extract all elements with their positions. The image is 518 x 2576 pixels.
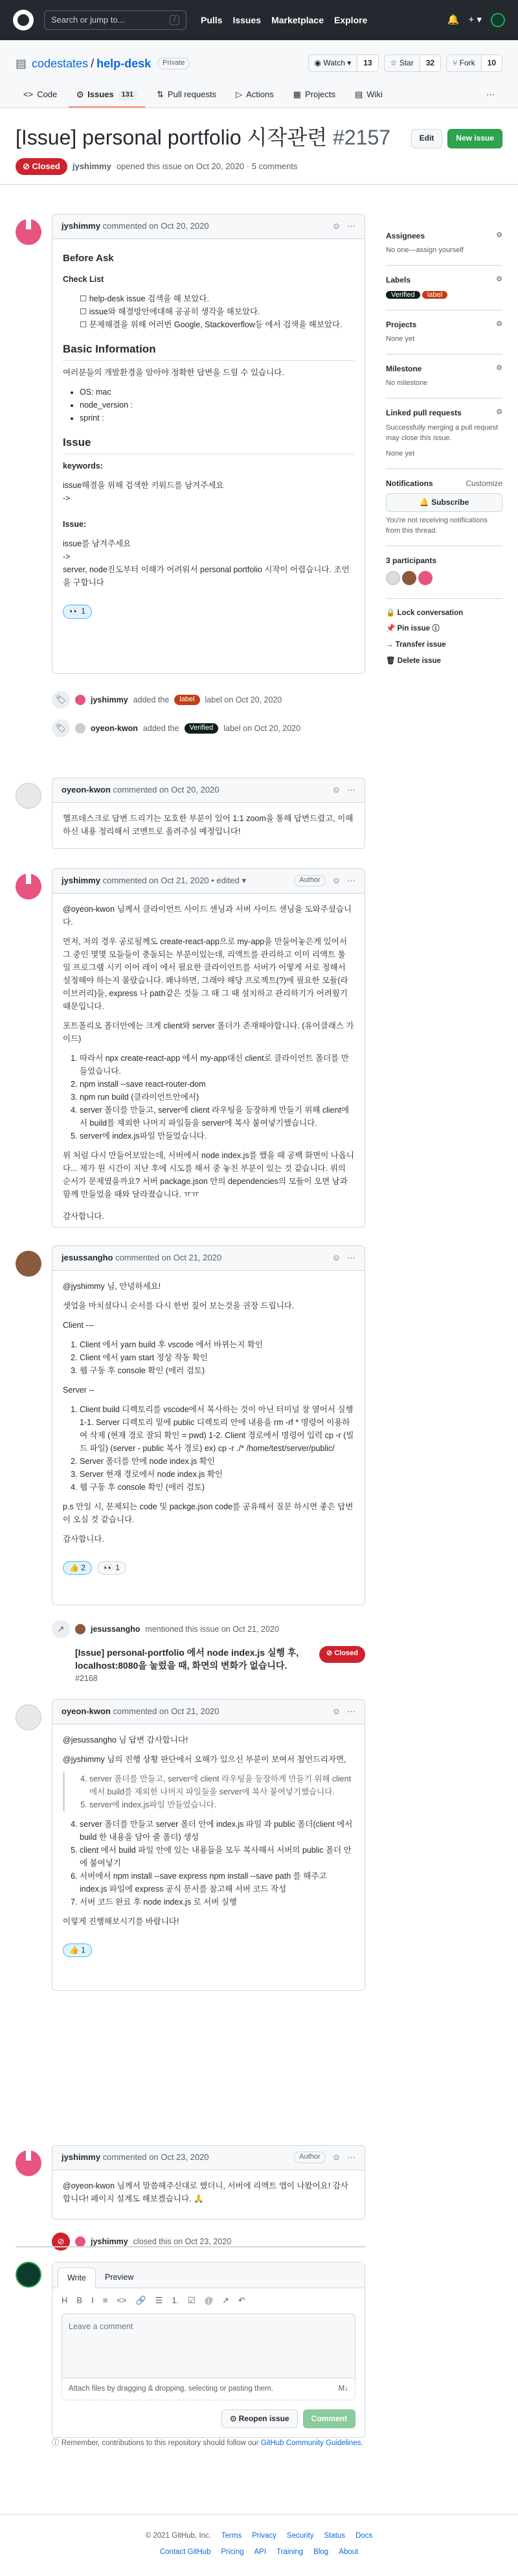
checklist-item[interactable]: ☐ issue와 해결방안에대해 공공히 생각을 해보았다. [80,305,354,318]
github-logo-icon[interactable] [13,10,34,30]
list-item: 1. 따라서 npx create-react-app 에서 my-app대신 client로 클라이언트 폴더를 만들었습니다. [80,1052,354,1078]
footer-link[interactable]: Docs [355,2532,373,2540]
comment-opening [52,214,365,674]
header-actions [447,13,505,27]
tag-icon: 🏷 [52,719,70,737]
customize-link[interactable]: Customize [466,478,502,488]
footer-link[interactable]: Pricing [221,2547,244,2556]
mention-event [52,1620,365,1684]
assignees-title[interactable]: Assignees [386,231,425,240]
comment-editor [52,2262,365,2438]
avatar[interactable] [16,1251,41,1277]
avatar[interactable] [418,571,433,585]
avatar[interactable] [386,571,400,585]
comment-time[interactable]: commented on Oct 21, 2020 [113,1706,220,1716]
attach-files-area[interactable] [62,2378,355,2400]
footer-link[interactable]: About [339,2547,359,2556]
projects-title[interactable]: Projects [386,319,417,329]
search-placeholder: Search or jump to... [51,14,125,25]
reaction-eyes[interactable]: 👀 1 [97,1561,126,1575]
watch-label: ◉ Watch ▾ [314,58,352,67]
keywords-desc-text: issue해결을 위해 검색한 키워드를 남겨주세요 [63,481,224,491]
guidelines-note [52,2438,365,2449]
participants-title: 3 participants [386,556,437,566]
cross-reference-icon: ↗ [52,1620,70,1638]
reaction-thumbs-up[interactable]: 👍 2 [63,1561,92,1575]
comment-time[interactable]: commented on Oct 21, 2020 [115,1253,222,1262]
tab-label: Issues [87,89,114,100]
issue-counter: 131 [118,90,137,100]
linked-prs-value: None yet [386,449,415,458]
issue-meta: opened this issue on Oct 20, 2020 · 5 comments [116,161,298,171]
kebab-icon[interactable]: ··· [347,1706,355,1716]
assignees-section [386,224,502,266]
assignees-value[interactable]: No one—assign yourself [386,246,464,255]
reopen-issue-button[interactable]: ⊙ Reopen issue [221,2409,297,2428]
fork-count: 10 [481,55,502,71]
smiley-icon[interactable]: ☺ [332,785,341,795]
gear-icon[interactable]: ⚙ [496,364,502,372]
closed-event [52,2233,231,2251]
footer-link[interactable]: Privacy [252,2532,276,2540]
comment-button[interactable]: Comment [303,2409,355,2428]
label-event [52,719,300,737]
smiley-icon[interactable]: ☺ [332,1706,341,1716]
nav-marketplace[interactable]: Marketplace [271,14,324,25]
label-chip[interactable]: label [174,695,199,705]
list-item: 2. Client 에서 yarn start 정상 작동 확인 [80,1351,354,1364]
code-icon[interactable]: <> [117,2295,127,2306]
avatar[interactable] [402,571,416,585]
new-issue-button[interactable]: New issue [447,129,502,148]
event-actor[interactable]: oyeon-kwon [91,723,138,733]
checklist-item[interactable]: ☐ help-desk issue 검색을 해 보았다. [80,292,354,305]
comment-paragraph: p.s 만일 시, 문제되는 code 및 packge.json code를 공유해서 질문 하시면 좋은 답변이 오실 것 같습니다. [63,1502,354,1524]
comment-paragraph: @jyshimmy 님의 진행 상황 판단에서 오해가 있으신 부분이 보여서 첨언드리자면, [63,1754,346,1764]
tab-code[interactable] [16,84,65,108]
comment-paragraph: @jesussangho 님 답변 감사합니다! [63,1735,188,1745]
tab-pull-requests[interactable] [149,84,224,108]
repo-header [0,40,518,108]
list-item: 4. 웹 구동 후 console 확인 (에러 검토) [80,1481,354,1494]
avatar[interactable] [16,1704,41,1730]
issue-sidebar [386,224,502,669]
star-button[interactable] [384,54,441,72]
link-icon[interactable]: 🔗 [135,2295,146,2306]
event-text: added the [133,695,170,704]
list-item: 2. npm install --save react-router-dom [80,1078,354,1091]
star-label: ☆ Star [390,58,414,67]
issue-label: Issue: [63,520,87,529]
comment-textarea[interactable]: Leave a comment [62,2314,355,2378]
steps-list [63,1403,354,1494]
linked-prs-section [386,401,502,469]
comment-author[interactable]: oyeon-kwon [62,785,111,795]
markdown-icon: M↓ [338,2384,348,2393]
kebab-icon[interactable]: ··· [347,2152,355,2162]
comment-time[interactable]: commented on Oct 20, 2020 [113,785,220,795]
kebab-icon[interactable]: ··· [347,221,355,231]
avatar[interactable] [491,13,505,27]
tab-projects[interactable] [286,84,343,108]
keywords-label: keywords: [63,461,103,471]
list-item: 5. server에 index.js파일 만들었습니다. [89,1798,354,1811]
plus-icon[interactable]: + ▾ [468,14,482,26]
edit-button[interactable]: Edit [411,129,443,148]
notifications-section [386,472,502,547]
list-item: 1. Client 에서 yarn build 후 vscode 에서 바뀌는지 확인 [80,1338,354,1351]
checklist-item[interactable]: ☐ 문제해결을 위해 어러번 Google, Stackoverflow등 에서 검색을 해보았다. [80,318,354,331]
guidelines-link[interactable]: GitHub Community Guidelines. [260,2439,363,2447]
label-chip[interactable]: Verified [185,723,219,734]
issue-author-link[interactable]: jyshimmy [72,161,111,171]
comment-time[interactable]: commented on Oct 23, 2020 [102,2152,209,2162]
footer [0,2514,518,2562]
comment-author[interactable]: jesussangho [62,1253,113,1262]
issue-header [0,108,518,185]
comment-paragraph: @jyshimmy 님, 안녕하세요! [63,1281,161,1291]
comment-paragraph: @oyeon-kwon 님께서 클라이언트 사이드 센닝과 서버 사이드 센닝을 도와주셨습니다. [63,904,352,927]
labels-section [386,268,502,310]
tab-actions[interactable] [228,84,282,108]
tab-issues[interactable] [69,84,145,108]
projects-value: None yet [386,335,415,343]
comment-author[interactable]: jyshimmy [62,2152,100,2162]
avatar[interactable] [75,723,85,734]
list-item: • node_version : [80,399,354,412]
env-list [63,386,354,424]
subscribe-button[interactable]: 🔔 Subscribe [386,493,502,512]
event-text: added the [142,723,179,733]
comment-body: 헬프데스크로 답변 드리기는 모호한 부분이 있어 1:1 zoom을 통해 답변드렸고, 이해하신 내용 정리해서 코멘트로 올려주실 예정입니다! [63,813,354,836]
project-icon: ▦ [293,89,302,100]
nav-explore[interactable]: Explore [334,14,368,25]
event-text: closed this on Oct 23, 2020 [133,2236,232,2246]
comment-paragraph: 포트폴리오 폴더안에는 크게 client와 server 폴더가 존재해야합니다. (유어클래스 가이드) [63,1021,354,1043]
global-header [0,0,518,40]
notifications-desc: You're not receiving notifications from this thread. [386,516,488,535]
comment-author[interactable]: jyshimmy [62,221,100,231]
bullet-list-icon[interactable]: ☰ [155,2295,163,2306]
repo-icon: ▤ [16,56,27,70]
timeline-divider [16,2246,365,2247]
client-heading: Client --- [63,1320,94,1330]
comment-author[interactable]: oyeon-kwon [62,1706,111,1716]
list-item: 3. 웹 구동 후 console 확인 (에러 검토) [80,1364,354,1377]
delete-issue-button[interactable]: 🗑 Delete issue [386,656,441,665]
comment [52,1699,365,1991]
pin-issue-button[interactable]: 📌 Pin issue ⓘ [386,625,440,633]
avatar[interactable] [16,219,41,245]
referenced-issue-link[interactable]: [Issue] personal-portfolio 에서 node index.js 실행 후, localhost:8080을 눌렀을 때, 화면의 변화가 없습니다. [75,1647,299,1671]
task-list-icon[interactable]: ☑ [188,2295,196,2306]
italic-icon[interactable]: I [91,2295,94,2306]
attach-text: Attach files by dragging & dropping, selecting or pasting them. [69,2384,273,2393]
comment-paragraph: 위 처럼 다시 만들어보았는데, 서버에서 node index.js를 했을 때 공백 화면이 나옵니다... 제가 원 시간이 지난 후에 시도를 해서 중 놓친 부분이 있는 것 같습니다. 위의 순서가 문제였을까요? 서버 package.json 안의 dependencies의 모듈이 오면 남과 함께 만들었을 때와 달라졌습니다. ㅠㅠ [63,1150,354,1199]
mention-icon[interactable]: @ [204,2295,214,2306]
comment [52,1246,365,1605]
avatar[interactable] [75,1624,85,1634]
basic-info-desc: 여러분들의 개발환경을 알아야 정확한 답변을 드릴 수 있습니다. [63,368,284,378]
comment-author[interactable]: jyshimmy [62,876,100,885]
footer-link[interactable]: Terms [221,2532,242,2540]
fork-button[interactable] [446,54,502,72]
keywords-desc [63,479,354,505]
smiley-icon[interactable]: ☺ [332,2152,341,2162]
event-actor[interactable]: jyshimmy [91,695,128,704]
fork-label: ⑂ Fork [453,58,475,67]
milestone-title[interactable]: Milestone [386,364,422,373]
event-text: label on Oct 20, 2020 [223,723,301,733]
list-item: 5. client 에서 build 파일 안에 있는 내용들을 모두 복사해서 서버의 public 폴더 안에 붙여넣기 [80,1844,354,1870]
issue-title-text: [Issue] personal portfolio 시작관련 [16,126,328,150]
tab-label: Projects [305,89,335,100]
arrow-text: -> [63,494,71,504]
event-actor[interactable]: jesussangho [91,1625,141,1634]
labels-title[interactable]: Labels [386,275,411,285]
issue-heading: Issue [63,434,354,454]
list-item: • sprint : [80,412,354,424]
nav-pulls[interactable]: Pulls [201,14,223,25]
milestone-section [386,357,502,399]
comment-paragraph: 감사합니다. [63,1211,104,1221]
comment-paragraph: 감사합니다. [63,1534,104,1544]
kebab-icon: ··· [486,89,495,100]
kebab-icon[interactable]: ··· [347,785,355,795]
issue-actions [386,601,502,669]
steps-list [63,1338,354,1377]
repo-tabs [16,84,502,108]
bell-icon[interactable]: 🔔 [447,14,460,26]
reaction-eyes[interactable]: 👀 1 [63,605,92,618]
comment [52,778,365,849]
list-item: 4. server 폴더를 만들고, server에 client 라우팅을 등장하게 만들기 위해 client에서 build를 제외한 나머지 파일들을 server에 복사 붙여넣기했습니다. [89,1772,354,1798]
list-item: 3. npm run build (클라이언트안에서) [80,1091,354,1104]
issue-desc-text: issue를 남겨주세요 [63,539,131,549]
repo-name-link[interactable]: help-desk [96,56,152,70]
list-item: 6. 서버에서 npm install --save express npm install --save path 를 해주고 index.js 파일에 express 공식 문서를 참고해 서버 코드 작성 [80,1870,354,1896]
smiley-icon[interactable]: ☺ [332,876,341,885]
list-item: • OS: mac [80,386,354,399]
reaction-thumbs-up[interactable]: 👍 1 [63,1944,92,1957]
tab-write[interactable]: Write [58,2268,96,2288]
tab-label: Actions [246,89,274,100]
issue-body-text: server, node진도부터 이해가 어려워서 personal portfolio 시작이 어렵습니다. 조언을 구합니다 [63,565,350,588]
linked-prs-title[interactable]: Linked pull requests [386,408,462,418]
repo-separator: / [91,56,95,70]
tab-wiki[interactable] [347,84,390,108]
state-badge: ⊘ Closed [319,1646,365,1663]
list-item: 4. server 폴더를 만들고 server 폴더 안에 index.js 파일 과 public 폴더(client 에서 build 한 내용을 담아 줄 폴더) 생성 [80,1818,354,1844]
projects-section [386,313,502,354]
list-item: 2. Server 폴더를 안에 node index.js 확인 [80,1455,354,1468]
top-nav [201,14,367,27]
linked-prs-desc: Successfully merging a pull request may close this issue. [386,423,499,442]
list-item: 4. server 폴더를 만들고, server에 client 라우팅을 등장하게 만들기 위해 client에서 build를 제외한 나머지 파일들을 server에 복사 붙여넣기했습니다. [80,1104,354,1130]
comment-time[interactable]: commented on Oct 20, 2020 [102,221,209,231]
avatar[interactable] [16,783,41,809]
markdown-toolbar [52,2288,365,2314]
quote-block [63,1772,354,1811]
watch-count: 13 [357,55,377,71]
comment-paragraph: 먼저, 저의 경우 공로될께도 create-react-app으로 my-app을 만들어놓은게 있어서 그 중인 몇몇 모들들이 충돌되는 부분이있는데, 리액트를 관리하고 이미 리액트 툴 일 프로그램 시키 이어 레이 에서 필요한 클라이언트를 서버가 어떻게 서로 정해서 설정해야 하는지 몰랐습니다. 왜냐하면, 그래야 해당 프로젝트(?)에 필요한 모듈(라이브러리)들, express 나 path같은 것들 그 때 그 때 설치하고 관리하기가 어려웠기 때문입니다. [63,936,348,1011]
list-item: 3. Server 현재 경로에서 node index.js 확인 [80,1468,354,1481]
list-item: 7. 서버 코드 완료 후 node index.js 로 서버 실행 [80,1896,354,1909]
smiley-icon[interactable]: ☺ [332,1253,341,1262]
private-badge: Private [157,58,190,69]
bold-icon[interactable]: B [76,2295,83,2306]
tab-label: Pull requests [167,89,217,100]
gear-icon[interactable]: ⚙ [496,275,502,284]
quote-icon[interactable]: ≡ [102,2295,108,2306]
star-count: 32 [420,55,440,71]
event-text: label on Oct 20, 2020 [205,695,282,704]
lock-conversation-button[interactable]: 🔒 Lock conversation [386,609,464,617]
copyright: © 2021 GitHub, Inc. [145,2532,211,2540]
tab-label: Wiki [366,89,383,100]
issue-desc [63,537,354,589]
avatar[interactable] [16,2150,41,2176]
list-item: 5. server에 index.js파일 만들었습니다. [80,1130,354,1143]
kebab-icon[interactable]: ··· [347,1253,355,1262]
milestone-value: No milestone [386,379,428,388]
notifications-title: Notifications [386,478,433,488]
list-item: 1. Client build 디렉토리를 vscode에서 복사하는 것이 아닌 터미널 창 열어서 실행 1-1. Server 디렉토리 밑에 public 디렉토리 안에 내용을 rm -rf * 명령어 이용하여 삭제 (현재 경로 잘되 확인 = pwd) 1-2. Client 경로에서 명령어 입력 cp -r (빌드 파일) (server - public 복사 경로) ex) cp -r ./* /home/test/server/public/ [80,1403,354,1455]
avatar[interactable] [75,695,85,705]
event-actor[interactable]: jyshimmy [91,2236,128,2246]
avatar[interactable] [16,2262,41,2288]
code-icon: <> [23,89,34,100]
issue-number: #2157 [333,126,391,150]
referenced-issue-number: #2168 [75,1673,98,1683]
issue-title [16,125,390,150]
comment-paragraph: 셋업을 마치셨다니 순서를 다시 한번 짚어 보는것을 권장 드립니다. [63,1301,295,1310]
footer-link[interactable]: Status [324,2532,346,2540]
closed-icon: ⊘ [52,2233,70,2251]
gear-icon[interactable]: ⚙ [496,319,502,328]
gear-icon[interactable]: ⚙ [496,231,502,239]
footer-link[interactable]: Training [276,2547,304,2556]
comment [52,868,365,1228]
tab-preview[interactable]: Preview [104,2273,134,2282]
smiley-icon[interactable]: ☺ [332,221,341,231]
footer-link[interactable]: Security [286,2532,314,2540]
state-badge: ⊘ Closed [16,158,67,176]
label-chip[interactable]: label [422,291,447,299]
steps-list [63,1052,354,1143]
issue-icon: ⊙ [76,89,84,100]
gear-icon[interactable]: ⚙ [496,408,502,417]
reference-icon[interactable]: ↗ [222,2295,229,2306]
tab-label: Code [37,89,58,100]
nav-issues[interactable]: Issues [232,14,262,25]
repo-owner-link[interactable]: codestates [32,56,89,70]
play-icon: ▷ [236,89,243,100]
checklist-title: Check List [63,274,104,284]
guidelines-text: ⓘ Remember, contributions to this repository should follow our [52,2439,259,2447]
watch-button[interactable] [308,54,379,72]
comment-paragraph: 이렇게 진행해보시기를 바랍니다! [63,1916,179,1926]
comment-time[interactable]: commented on Oct 21, 2020 • edited ▾ [102,876,246,885]
steps-list [63,1818,354,1909]
before-ask-heading: Before Ask [63,252,114,264]
comment [52,2145,365,2220]
author-badge: Author [294,875,325,887]
author-badge: Author [294,2152,325,2163]
footer-link[interactable]: Blog [313,2547,329,2556]
basic-info-heading: Basic Information [63,340,354,361]
slash-key-icon: / [170,15,179,26]
book-icon: ▤ [354,89,363,100]
server-heading: Server -- [63,1385,95,1395]
footer-link[interactable]: Contact GitHub [159,2547,211,2556]
search-input[interactable] [44,10,186,30]
tab-more[interactable] [479,84,502,108]
numbered-list-icon[interactable]: 1. [172,2295,179,2306]
heading-icon[interactable]: H [62,2295,68,2306]
arrow-text: -> [63,552,71,562]
reply-icon[interactable]: ↶ [238,2295,245,2306]
tag-icon: 🏷 [52,691,70,709]
label-event [52,691,282,709]
avatar[interactable] [16,874,41,899]
event-text: mentioned this issue on Oct 21, 2020 [145,1625,279,1634]
checklist [63,292,354,331]
comment-body: @oyeon-kwon 님께서 말씀해주신대로 했더니, 서버에 리액트 앱이 나왔어요! 감사합니다! 페이지 설계도 해보겠습니다. 🙏 [63,2181,348,2203]
participants-section [386,549,502,598]
avatar[interactable] [75,2236,85,2247]
transfer-issue-button[interactable]: → Transfer issue [386,640,446,649]
label-chip[interactable]: Verified [386,291,420,299]
kebab-icon[interactable]: ··· [347,876,355,885]
pull-request-icon: ⇅ [157,89,164,100]
footer-link[interactable]: API [254,2547,267,2556]
